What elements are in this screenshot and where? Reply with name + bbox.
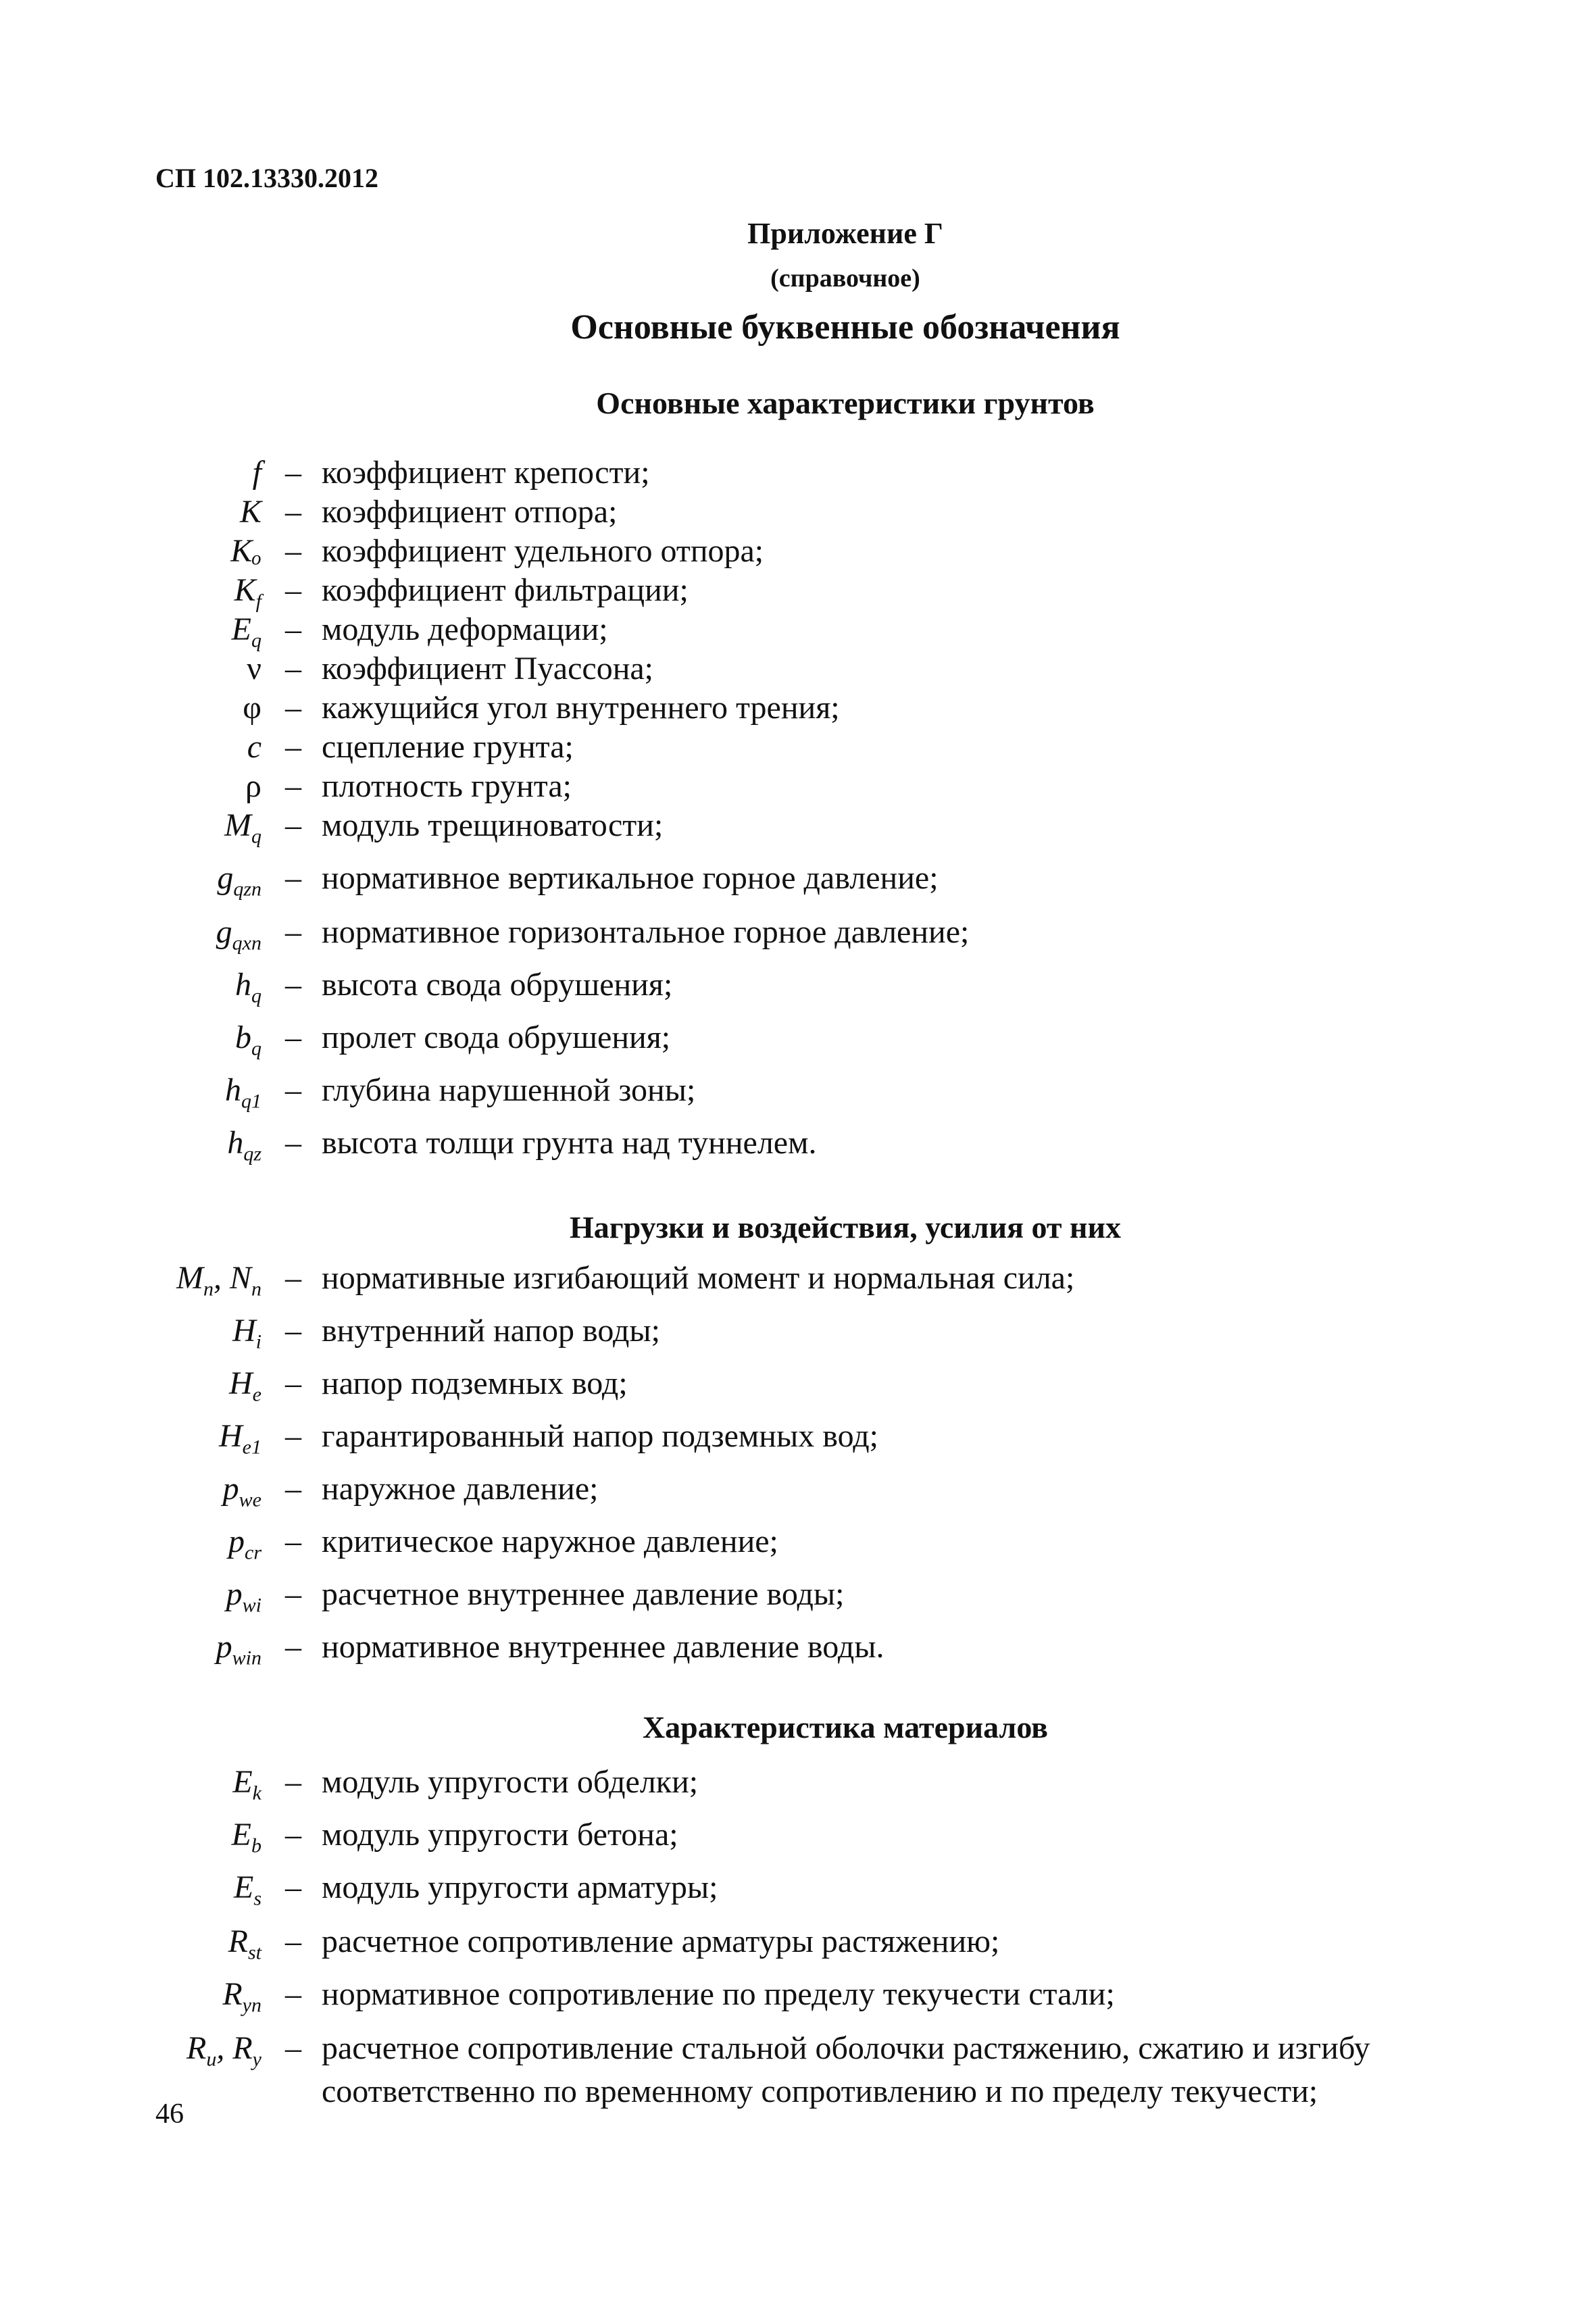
entry-symbol: $g_{qxn}$ (216, 914, 261, 955)
entry-dash: – (285, 1471, 301, 1507)
entry-description: модуль упругости бетона; (322, 1817, 678, 1853)
entry-dash: – (285, 1524, 301, 1559)
entry-symbol: ν (247, 651, 261, 686)
entry-dash: – (285, 1365, 301, 1401)
entry-description: высота толщи грунта над туннелем. (322, 1125, 817, 1161)
entry-symbol: Kₒ (230, 533, 261, 569)
entry-symbol: $h_q$ (235, 967, 261, 1007)
entry-description: гарантированный напор подземных вод; (322, 1418, 878, 1454)
entry-dash: – (285, 651, 301, 686)
entry-dash: – (285, 1869, 301, 1905)
entry-symbol: c (247, 729, 261, 765)
entry-description: наружное давление; (322, 1471, 599, 1507)
entry-symbol: $M_q$ (224, 807, 261, 848)
entry-dash: – (285, 1313, 301, 1349)
entry-dash: – (285, 1125, 301, 1161)
entry-symbol: $K_f$ (234, 572, 261, 613)
entry-dash: – (285, 1764, 301, 1800)
entry-description: плотность грунта; (322, 768, 572, 804)
entry-dash: – (285, 1418, 301, 1454)
entry-description: внутренний напор воды; (322, 1313, 660, 1349)
entry-description: пролет свода обрушения; (322, 1020, 671, 1055)
section-title-materials: Характеристика материалов (642, 1710, 1049, 1744)
entry-symbol: $p_{wi}$ (226, 1576, 261, 1617)
entry-dash: – (285, 1072, 301, 1108)
entry-description: расчетное сопротивление стальной оболочки растяжению, сжатию и изгибу соответственно по временному сопротивлению и по пределу текучести; (322, 2030, 1370, 2109)
entry-symbol: f (252, 455, 261, 491)
entry-dash: – (285, 533, 301, 569)
entry-dash: – (285, 1817, 301, 1853)
entry-dash: – (285, 1629, 301, 1665)
entry-description: расчетное сопротивление арматуры растяжению; (322, 1923, 1000, 1959)
entry-description: напор подземных вод; (322, 1365, 628, 1401)
entry-symbol: $H_{e1}$ (219, 1418, 261, 1459)
entry-symbol: $h_{q1}$ (225, 1072, 261, 1113)
entry-dash: – (285, 860, 301, 896)
entry-description: модуль деформации; (322, 611, 608, 647)
entry-symbol: $E_q$ (231, 611, 261, 652)
section-title-soils: Основные характеристики грунтов (596, 386, 1095, 420)
entry-dash: – (285, 768, 301, 804)
entry-description: глубина нарушенной зоны; (322, 1072, 696, 1108)
entry-symbol: $p_{cr}$ (228, 1524, 261, 1564)
entry-description: кажущийся угол внутреннего трения; (322, 690, 840, 726)
appendix-subtitle: (справочное) (770, 264, 920, 293)
appendix-title: Приложение Г (747, 217, 943, 250)
entry-symbol: $M_n$, $N_n$ (176, 1260, 261, 1301)
entry-symbol: $R_u$, $R_y$ (186, 2030, 261, 2071)
entry-dash: – (285, 690, 301, 726)
entry-symbol: $H_e$ (229, 1365, 261, 1406)
entry-symbol: $R_{yn}$ (222, 1976, 261, 2017)
entry-dash: – (285, 1020, 301, 1055)
entry-symbol: $H_i$ (232, 1313, 261, 1353)
entry-dash: – (285, 611, 301, 647)
document-code: СП 102.13330.2012 (155, 163, 378, 193)
entry-description: высота свода обрушения; (322, 967, 673, 1003)
entry-description: коэффициент удельного отпора; (322, 533, 764, 569)
entry-symbol: $p_{win}$ (216, 1629, 261, 1669)
entry-dash: – (285, 1260, 301, 1296)
entry-symbol: ρ (245, 768, 261, 804)
entry-dash: – (285, 455, 301, 491)
entry-symbol: φ (243, 690, 261, 726)
entry-description: коэффициент отпора; (322, 494, 618, 530)
entry-description: критическое наружное давление; (322, 1524, 778, 1559)
entry-description: коэффициент фильтрации; (322, 572, 689, 608)
entry-description: сцепление грунта; (322, 729, 574, 765)
entry-dash: – (285, 807, 301, 843)
entry-dash: – (285, 729, 301, 765)
entry-dash: – (285, 1576, 301, 1612)
main-title: Основные буквенные обозначения (570, 308, 1120, 347)
entry-dash: – (285, 494, 301, 530)
entry-symbol: $E_b$ (231, 1817, 261, 1857)
entry-symbol: $p_{we}$ (222, 1471, 261, 1511)
page-number: 46 (155, 2098, 184, 2130)
entry-symbol: $b_q$ (235, 1020, 261, 1060)
entry-dash: – (285, 914, 301, 950)
entry-description: расчетное внутреннее давление воды; (322, 1576, 845, 1612)
entry-symbol: $R_{st}$ (228, 1923, 261, 1964)
entry-symbol: $g_{qzn}$ (217, 860, 261, 901)
entry-description: нормативное внутреннее давление воды. (322, 1629, 884, 1665)
entry-symbol: $h_{qz}$ (227, 1125, 261, 1165)
entry-description: коэффициент Пуассона; (322, 651, 654, 686)
entry-description: модуль упругости обделки; (322, 1764, 699, 1800)
entry-description: нормативное вертикальное горное давление; (322, 860, 939, 896)
entry-description: нормативное сопротивление по пределу текучести стали; (322, 1976, 1115, 2012)
entry-description: нормативное горизонтальное горное давление; (322, 914, 970, 950)
entry-dash: – (285, 1976, 301, 2012)
entry-dash: – (285, 967, 301, 1003)
entry-symbol: K (239, 494, 261, 530)
entry-description: коэффициент крепости; (322, 455, 650, 491)
entry-description: модуль упругости арматуры; (322, 1869, 718, 1905)
entry-symbol: $E_s$ (233, 1869, 261, 1910)
entry-dash: – (285, 2030, 301, 2066)
entry-symbol: $E_k$ (232, 1764, 261, 1805)
entry-description: модуль трещиноватости; (322, 807, 664, 843)
entry-dash: – (285, 572, 301, 608)
section-title-loads: Нагрузки и воздействия, усилия от них (570, 1210, 1121, 1244)
entry-dash: – (285, 1923, 301, 1959)
entry-description: нормативные изгибающий момент и нормальная сила; (322, 1260, 1075, 1296)
